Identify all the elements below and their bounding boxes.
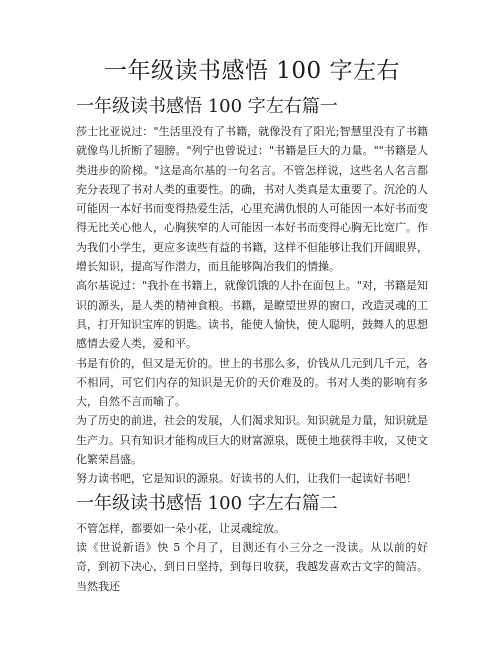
document-title: 一年级读书感悟 100 字左右 [103, 58, 401, 84]
section-one-paragraph-3: 书是有价的，但又是无价的。世上的书那么多，价钱从几元到几千元，各不相同，可它们内存的知识是无价的天价难及的。书对人类的影响有多大，自然不言而喻了。 [76, 356, 428, 409]
section-two [76, 492, 428, 596]
section-two-heading: 一年级读书感悟 100 字左右篇二 [76, 492, 338, 514]
section-one-paragraph-5: 努力读书吧，它是知识的源泉。好读书的人们，让我们一起读好书吧！ [76, 472, 417, 486]
section-two-paragraph-2: 读《世说新语》快 5 个月了，目测还有小三分之一没读。从以前的好奇，到初下决心，到日日坚持，到每日收获，我越发喜欢古文字的简洁。当然我还 [76, 540, 428, 593]
section-one-paragraph-4: 为了历史的前进，社会的发展，人们渴求知识。知识就是力量，知识就是生产力。只有知识才能构成巨大的财富源泉，既使土地获得丰收，又使文化繁荣昌盛。 [76, 414, 428, 467]
section-one [76, 95, 428, 489]
document-page [76, 56, 428, 596]
section-one-paragraph-1: 莎士比亚说过："生活里没有了书籍，就像没有了阳光;智慧里没有了书籍就像鸟儿折断了翅膀。"列宁也曾说过："书籍是巨大的力量。""书籍是人类进步的阶梯。"这是高尔基的一句名言。不管怎样说，这些名人名言都充分表现了书对人类的重要性。的确，书对人类真是太重要了。沉沦的人可能因一本好书而变得热爱生活，心里充满仇恨的人可能因一本好书而变得无比关心他人，心胸狭窄的人可能因一本好书而变得心胸无比宽广。作为我们小学生，更应多读些有益的书籍，这样不但能够让我们开阔眼界，增长知识，提高写作潜力，而且能够陶冶我们的情操。 [76, 125, 428, 274]
section-two-paragraph-1: 不管怎样，都要如一朵小花，让灵魂绽放。 [76, 521, 285, 535]
section-one-paragraph-2: 高尔基说过："我扑在书籍上，就像饥饿的人扑在面包上。"对，书籍是知识的源头，是人类的精神食粮。书籍，是瞭望世界的窗口，改造灵魂的工具，打开知识宝库的钥匙。读书，能使人愉快，使人聪明，鼓舞人的思想感情去爱人类，爱和平。 [76, 279, 428, 351]
section-one-heading: 一年级读书感悟 100 字左右篇一 [76, 96, 338, 117]
